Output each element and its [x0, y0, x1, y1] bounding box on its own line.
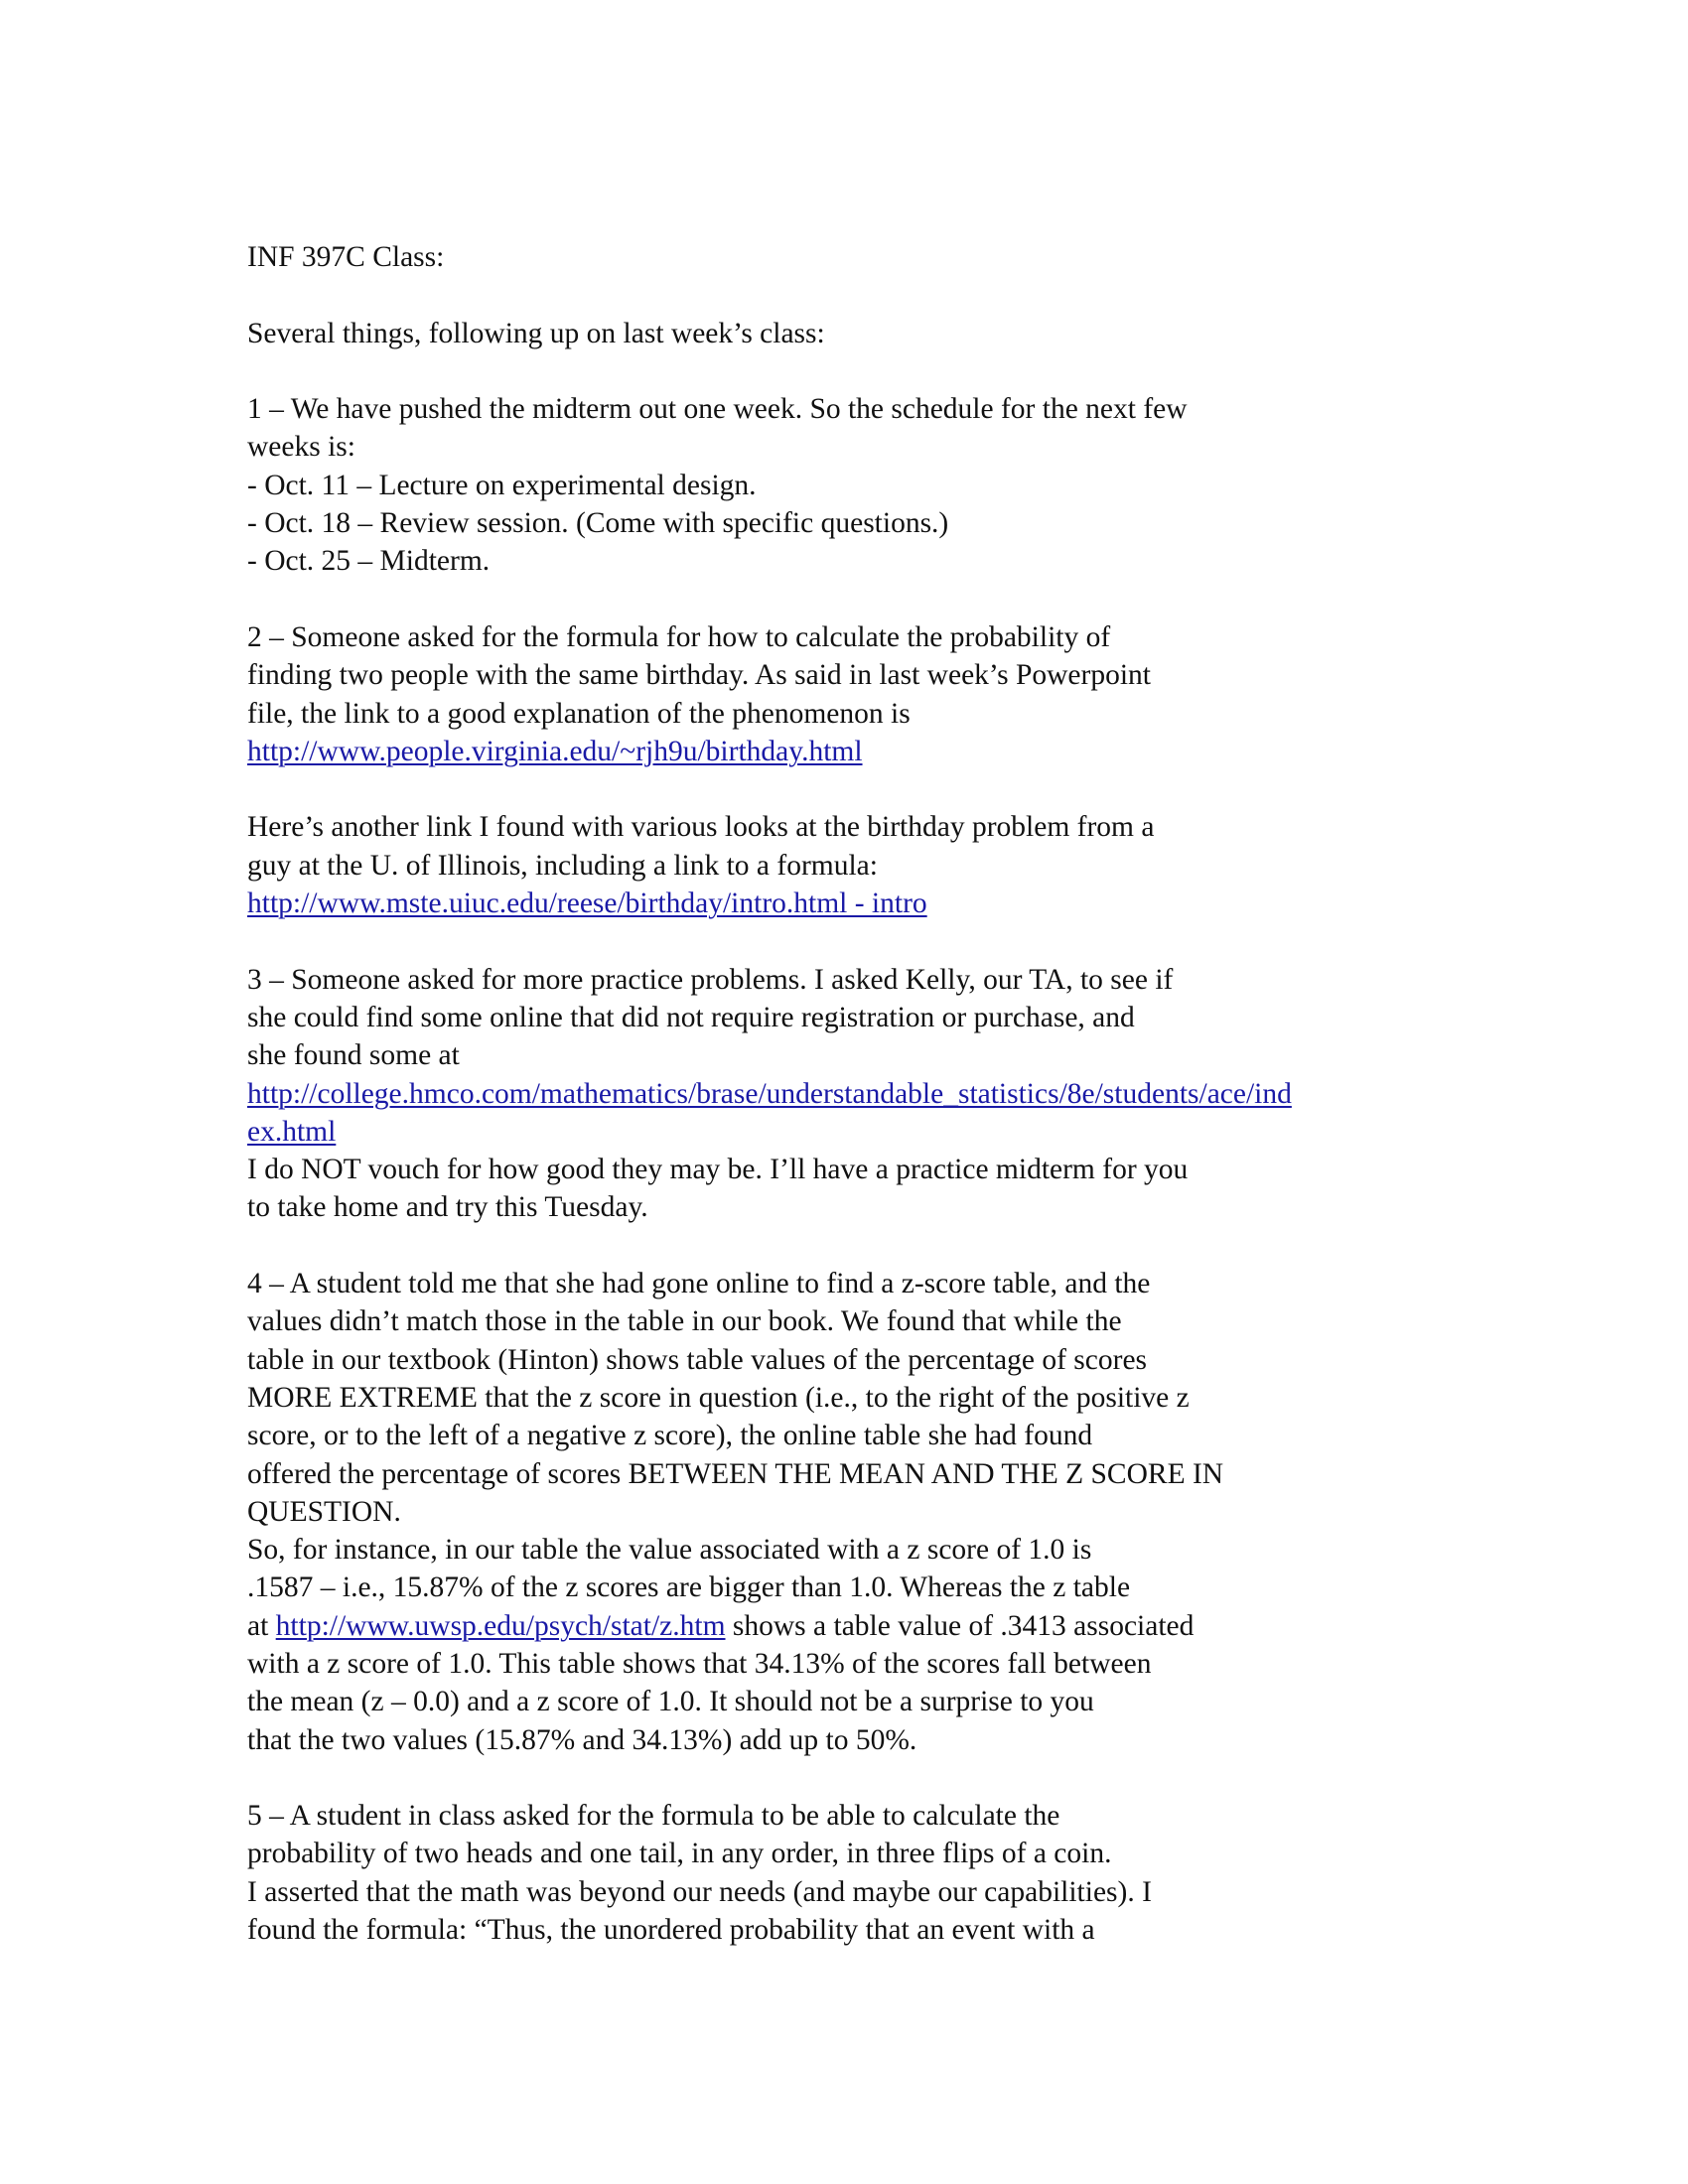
- paragraph-line: she found some at: [247, 1039, 460, 1072]
- paragraph-line: values didn’t match those in the table in our book. We found that while the: [247, 1305, 1122, 1338]
- paragraph-line: MORE EXTREME that the z score in question (i.e., to the right of the positive z: [247, 1381, 1190, 1414]
- paragraph-line: weeks is:: [247, 431, 355, 464]
- paragraph-line: offered the percentage of scores BETWEEN THE MEAN AND THE Z SCORE IN: [247, 1457, 1224, 1490]
- birthday-intro-link[interactable]: http://www.mste.uiuc.edu/reese/birthday/intro.html - intro: [247, 887, 927, 920]
- paragraph-line: to take home and try this Tuesday.: [247, 1191, 648, 1224]
- paragraph-line: finding two people with the same birthday. As said in last week’s Powerpoint: [247, 659, 1151, 692]
- paragraph-line: So, for instance, in our table the value associated with a z score of 1.0 is: [247, 1534, 1092, 1567]
- paragraph-line: score, or to the left of a negative z score), the online table she had found: [247, 1420, 1093, 1452]
- paragraph-line: 5 – A student in class asked for the formula to be able to calculate the: [247, 1800, 1060, 1833]
- blank-line: [247, 922, 1478, 960]
- paragraph-line: Here’s another link I found with various looks at the birthday problem from a: [247, 811, 1155, 844]
- intro-text: Several things, following up on last week’s class:: [247, 317, 825, 349]
- schedule-item: - Oct. 25 – Midterm.: [247, 545, 491, 578]
- paragraph-line: 1 – We have pushed the midterm out one week. So the schedule for the next few: [247, 393, 1188, 426]
- document-title: INF 397C Class:: [247, 241, 445, 273]
- paragraph-line: 4 – A student told me that she had gone online to find a z-score table, and the: [247, 1268, 1151, 1300]
- paragraph-line: that the two values (15.87% and 34.13%) add up to 50%.: [247, 1723, 917, 1756]
- blank-line: [247, 276, 1478, 314]
- item-1-paragraph: [247, 390, 1478, 580]
- item-4-paragraph: [247, 1265, 1478, 1759]
- paragraph-line: 2 – Someone asked for the formula for how to calculate the probability of: [247, 620, 1111, 653]
- paragraph-line-with-link: [247, 1607, 1478, 1645]
- item-3-paragraph: [247, 961, 1478, 1227]
- schedule-item: - Oct. 11 – Lecture on experimental design.: [247, 469, 757, 501]
- birthday-explanation-link[interactable]: http://www.people.virginia.edu/~rjh9u/birthday.html: [247, 735, 863, 767]
- blank-line: [247, 1227, 1478, 1265]
- practice-problems-link-continued[interactable]: ex.html: [247, 1115, 337, 1148]
- schedule-item: - Oct. 18 – Review session. (Come with specific questions.): [247, 507, 949, 540]
- paragraph-line: she could find some online that did not require registration or purchase, and: [247, 1001, 1135, 1033]
- blank-line: [247, 352, 1478, 390]
- paragraph-line: I asserted that the math was beyond our needs (and maybe our capabilities). I: [247, 1875, 1152, 1908]
- paragraph-line: .1587 – i.e., 15.87% of the z scores are bigger than 1.0. Whereas the z table: [247, 1571, 1131, 1604]
- paragraph-line: with a z score of 1.0. This table shows that 34.13% of the scores fall between: [247, 1647, 1152, 1680]
- paragraph-line: guy at the U. of Illinois, including a link to a formula:: [247, 849, 878, 882]
- link-suffix-text: shows a table value of .3413 associated: [725, 1609, 1195, 1642]
- blank-line: [247, 581, 1478, 618]
- practice-problems-link[interactable]: http://college.hmco.com/mathematics/brase/understandable_statistics/8e/students/ace/ind: [247, 1077, 1292, 1110]
- letter-body: [247, 238, 1478, 1949]
- paragraph-line: probability of two heads and one tail, in any order, in three flips of a coin.: [247, 1838, 1112, 1870]
- paragraph-line: the mean (z – 0.0) and a z score of 1.0. It should not be a surprise to you: [247, 1686, 1094, 1718]
- paragraph-line: 3 – Someone asked for more practice problems. I asked Kelly, our TA, to see if: [247, 963, 1174, 996]
- link-prefix-text: at: [247, 1609, 276, 1642]
- blank-line: [247, 770, 1478, 808]
- paragraph-line: I do NOT vouch for how good they may be. I’ll have a practice midterm for you: [247, 1154, 1189, 1186]
- paragraph-line: found the formula: “Thus, the unordered probability that an event with a: [247, 1914, 1095, 1947]
- item-5-paragraph: [247, 1797, 1478, 1949]
- item-2-paragraph: [247, 618, 1478, 770]
- paragraph-line: table in our textbook (Hinton) shows table values of the percentage of scores: [247, 1343, 1148, 1376]
- paragraph-line: file, the link to a good explanation of the phenomenon is: [247, 697, 911, 730]
- paragraph-line: QUESTION.: [247, 1495, 401, 1528]
- blank-line: [247, 1759, 1478, 1797]
- item-2b-paragraph: [247, 808, 1478, 922]
- z-table-link[interactable]: http://www.uwsp.edu/psych/stat/z.htm: [275, 1609, 726, 1642]
